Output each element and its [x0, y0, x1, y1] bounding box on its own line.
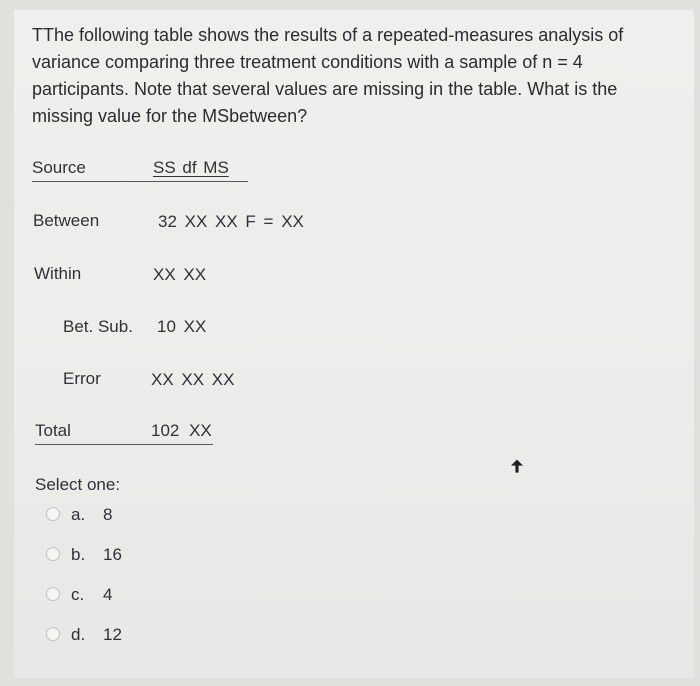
question-line: participants. Note that several values are missing in the table. What is the [32, 79, 618, 99]
select-prompt: Select one: [35, 475, 121, 494]
question-text [32, 22, 672, 130]
header-underline [32, 181, 248, 182]
header-columns: SS df MS [153, 158, 229, 177]
option-a-value: 8 [103, 505, 113, 524]
option-b-radio[interactable] [46, 547, 60, 561]
option-c-radio[interactable] [46, 587, 60, 601]
option-d-letter: d. [71, 625, 86, 644]
row-values-total: 102 XX [151, 421, 212, 440]
row-label-total: Total [35, 421, 71, 440]
row-values-within: XX XX [153, 265, 207, 284]
option-c-value: 4 [103, 585, 113, 604]
question-line: missing value for the MSbetween? [32, 106, 308, 126]
option-c-letter: c. [71, 585, 85, 604]
question-line: variance comparing three treatment conditions with a sample of n = 4 [32, 52, 583, 72]
row-values-between: 32 XX XX F = XX [158, 212, 304, 231]
question-line: TThe following table shows the results of a repeated-measures analysis of [32, 25, 624, 45]
total-underline [35, 444, 213, 445]
header-source: Source [32, 158, 86, 177]
row-label-between: Between [33, 211, 100, 230]
cursor-arrow-icon [508, 456, 526, 476]
option-a-radio[interactable] [46, 507, 60, 521]
row-label-error: Error [63, 369, 101, 388]
option-b-letter: b. [71, 545, 86, 564]
row-values-error: XX XX XX [151, 370, 235, 389]
row-label-within: Within [34, 264, 82, 283]
row-label-between-subjects: Bet. Sub. [63, 317, 133, 336]
option-d-value: 12 [103, 625, 122, 644]
option-d-radio[interactable] [46, 627, 60, 641]
option-a-letter: a. [71, 505, 86, 524]
option-b-value: 16 [103, 545, 122, 564]
row-values-between-subjects: 10 XX [157, 317, 207, 336]
